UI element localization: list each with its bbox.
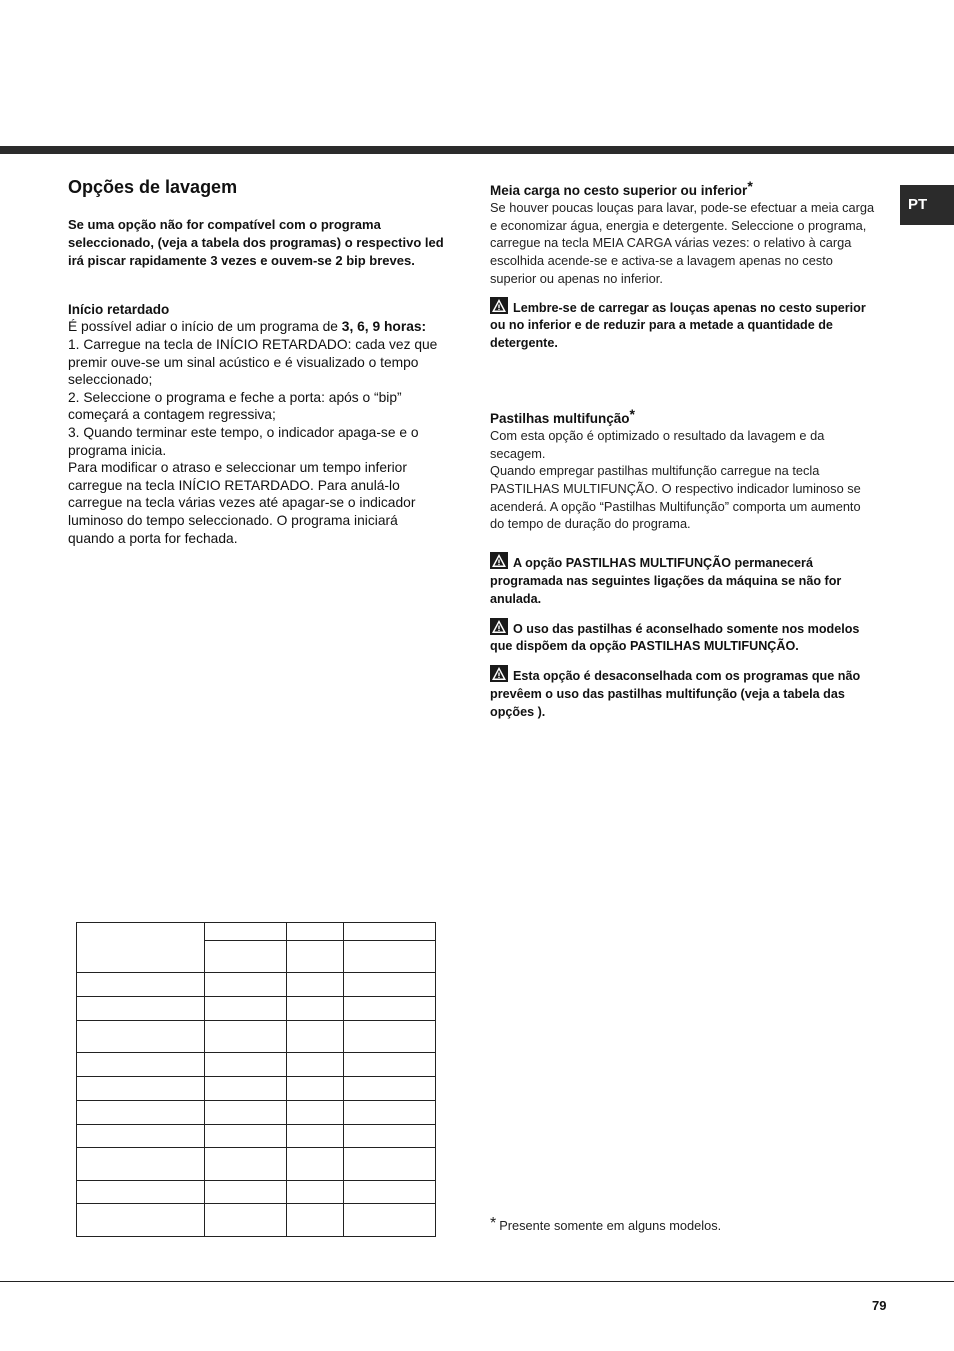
table-cell bbox=[205, 997, 287, 1021]
delay-step-1: 1. Carregue na tecla de INÍCIO RETARDADO: cada vez que premir ouve-se um sinal acústico e é visualizado o tempo seleccionado; bbox=[68, 336, 438, 388]
table-cell bbox=[344, 1148, 436, 1181]
table-cell bbox=[77, 997, 205, 1021]
table-cell bbox=[287, 973, 344, 997]
delay-intro bbox=[68, 318, 446, 336]
table-cell bbox=[77, 1101, 205, 1125]
table-cell bbox=[287, 1204, 344, 1237]
table-cell bbox=[77, 1181, 205, 1204]
table-cell bbox=[344, 1021, 436, 1053]
table-cell bbox=[205, 1021, 287, 1053]
table-cell bbox=[287, 997, 344, 1021]
intro-text: Se uma opção não for compatível com o programa seleccionado, (veja a tabela dos programas) o respectivo led irá piscar rapidamente 3 vezes e ouvem-se 2 bip breves. bbox=[68, 217, 444, 268]
table-cell bbox=[287, 1053, 344, 1077]
table-cell bbox=[344, 1101, 436, 1125]
section-title: Opções de lavagem bbox=[68, 177, 238, 197]
delay-hours: 3, 6, 9 horas: bbox=[341, 319, 427, 335]
left-column bbox=[68, 176, 446, 547]
language-tab: PT bbox=[900, 185, 954, 225]
table-row bbox=[77, 1148, 436, 1181]
tabs-warning-3 bbox=[490, 665, 875, 721]
warning-triangle-icon bbox=[490, 552, 508, 569]
table-row bbox=[77, 1053, 436, 1077]
footnote-asterisk: * bbox=[490, 1215, 497, 1232]
page-number: 79 bbox=[872, 1298, 887, 1313]
table-row bbox=[77, 1125, 436, 1148]
table-row bbox=[77, 923, 436, 941]
warning-triangle-icon bbox=[490, 665, 508, 682]
half-load-warning-text: Lembre-se de carregar as louças apenas no cesto superior ou no inferior e de reduzir para a metade a quantidade de detergente. bbox=[490, 300, 866, 351]
half-load-text: Se houver poucas louças para lavar, pode-se efectuar a meia carga e economizar água, energia e detergente. Seleccione o programa, carregue na tecla MEIA CARGA várias vezes: o relativo à carga escolhida acende-se e activa-se a lavagem apenas no cesto superior ou apenas no inferior. bbox=[490, 200, 875, 286]
table-cell bbox=[205, 1101, 287, 1125]
table-cell bbox=[287, 1125, 344, 1148]
half-load-warning bbox=[490, 297, 875, 353]
footnote-text: Presente somente em alguns modelos. bbox=[499, 1218, 722, 1233]
table-cell bbox=[77, 1021, 205, 1053]
half-load-body bbox=[490, 199, 875, 288]
bottom-rule bbox=[0, 1281, 954, 1282]
tabs-heading bbox=[490, 406, 875, 427]
delay-step-2: 2. Seleccione o programa e feche a porta: após o “bip” começará a contagem regressiva; bbox=[68, 389, 402, 423]
delay-body bbox=[68, 318, 446, 547]
delay-step-3: 3. Quando terminar este tempo, o indicador apaga-se e o programa inicia. bbox=[68, 424, 419, 458]
table-row bbox=[77, 1204, 436, 1237]
table-cell bbox=[205, 1148, 287, 1181]
tabs-warning-2 bbox=[490, 618, 875, 657]
table-cell bbox=[287, 1021, 344, 1053]
table-cell bbox=[287, 923, 344, 941]
options-table bbox=[76, 922, 436, 1237]
half-load-heading bbox=[490, 178, 875, 199]
top-rule bbox=[0, 146, 954, 154]
table-cell bbox=[287, 941, 344, 973]
half-load-asterisk: * bbox=[747, 178, 753, 194]
table-cell bbox=[344, 1204, 436, 1237]
tabs-warning-3-text: Esta opção é desaconselhada com os programas que não prevêem o uso das pastilhas multifunção (veja a tabela das opções ). bbox=[490, 669, 861, 719]
table-cell bbox=[77, 1125, 205, 1148]
table-cell bbox=[205, 923, 287, 941]
table-cell bbox=[77, 1053, 205, 1077]
table-cell bbox=[344, 1053, 436, 1077]
table-cell bbox=[77, 923, 205, 973]
table-row bbox=[77, 1181, 436, 1204]
table-cell bbox=[344, 997, 436, 1021]
right-column bbox=[490, 178, 875, 722]
delay-modify: Para modificar o atraso e seleccionar um tempo inferior carregue na tecla INÍCIO RETARDADO. Para anulá-lo carregue na tecla várias vezes até apagar-se o indicador luminoso do tempo seleccionado. O programa iniciará quando a porta for fechada. bbox=[68, 460, 416, 546]
tabs-asterisk: * bbox=[629, 405, 635, 422]
table-cell bbox=[77, 1148, 205, 1181]
table-cell bbox=[344, 1077, 436, 1101]
table-cell bbox=[77, 973, 205, 997]
table-cell bbox=[205, 973, 287, 997]
table-cell bbox=[287, 1148, 344, 1181]
table-cell bbox=[344, 1181, 436, 1204]
warning-triangle-icon bbox=[490, 297, 508, 314]
table-cell bbox=[77, 1204, 205, 1237]
tabs-warning-2-text: O uso das pastilhas é aconselhado somente nos modelos que dispõem da opção PASTILHAS MULTIFUNÇÃO. bbox=[490, 621, 860, 654]
tabs-warning-1 bbox=[490, 552, 875, 608]
footnote bbox=[490, 1215, 721, 1233]
tabs-body bbox=[490, 427, 875, 533]
table-cell bbox=[205, 1077, 287, 1101]
table-cell bbox=[287, 1181, 344, 1204]
table-cell bbox=[205, 1181, 287, 1204]
table-cell bbox=[205, 1125, 287, 1148]
warning-triangle-icon bbox=[490, 618, 508, 635]
table-cell bbox=[344, 923, 436, 941]
tabs-text-2: Quando empregar pastilhas multifunção carregue na tecla PASTILHAS MULTIFUNÇÃO. O respectivo indicador luminoso se acenderá. A opção “Pastilhas Multifunção” comporta um aumento do tempo de duração do programa. bbox=[490, 463, 861, 532]
tabs-text-1: Com esta opção é optimizado o resultado da lavagem e da secagem. bbox=[490, 427, 825, 461]
table-cell bbox=[205, 941, 287, 973]
table-row bbox=[77, 973, 436, 997]
table-cell bbox=[205, 1204, 287, 1237]
table-cell bbox=[205, 1053, 287, 1077]
table-row bbox=[77, 1021, 436, 1053]
table-cell bbox=[344, 1125, 436, 1148]
table-row bbox=[77, 1101, 436, 1125]
table-cell bbox=[344, 973, 436, 997]
table-row bbox=[77, 1077, 436, 1101]
table-cell bbox=[287, 1077, 344, 1101]
table-cell bbox=[287, 1101, 344, 1125]
delay-heading: Início retardado bbox=[68, 302, 170, 318]
delay-intro-text: É possível adiar o início de um programa de bbox=[68, 319, 342, 335]
table-row bbox=[77, 997, 436, 1021]
half-load-heading-text: Meia carga no cesto superior ou inferior bbox=[490, 183, 748, 198]
tabs-heading-text: Pastilhas multifunção bbox=[490, 410, 630, 426]
table-cell bbox=[77, 1077, 205, 1101]
tabs-warning-1-text: A opção PASTILHAS MULTIFUNÇÃO permanecerá programada nas seguintes ligações da máquina se não for anulada. bbox=[490, 556, 842, 606]
table-cell bbox=[344, 941, 436, 973]
